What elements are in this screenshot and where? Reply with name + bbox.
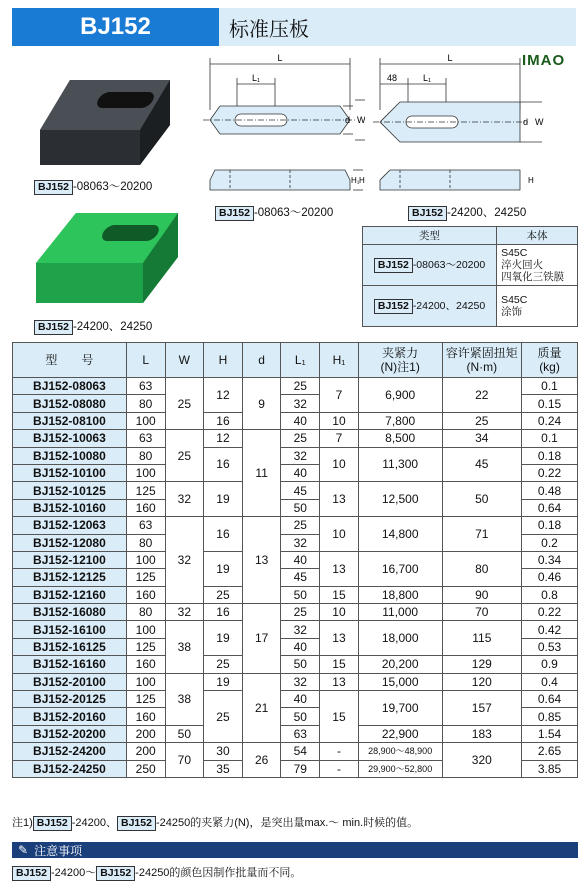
dim-H-label: H xyxy=(359,176,365,185)
drawing-large xyxy=(370,50,545,210)
value-cell: 50 xyxy=(281,656,320,673)
table-row xyxy=(13,656,578,673)
footnote: 注1) BJ152 -24200、 BJ152 -24250的夹紧力(N)，是突出量max.～ min.时候的值。 xyxy=(12,817,419,829)
value-cell: 0.64 xyxy=(522,691,578,708)
value-cell: 0.1 xyxy=(522,378,578,395)
value-cell: 125 xyxy=(126,482,165,499)
model-cell: BJ152-16100 xyxy=(13,621,127,638)
value-cell: 200 xyxy=(126,725,165,742)
model-cell: BJ152-20100 xyxy=(13,673,127,690)
table-row xyxy=(13,430,578,447)
value-cell: 80 xyxy=(126,447,165,464)
value-cell: 10 xyxy=(320,447,359,482)
caution-text: BJ152 -24200～ BJ152 -24250的颜色因制作批量而不同。 xyxy=(12,864,301,881)
value-cell: 160 xyxy=(126,708,165,725)
model-cell: BJ152-12080 xyxy=(13,534,127,551)
value-cell: 11 xyxy=(242,430,281,517)
value-cell: 15 xyxy=(320,586,359,603)
model-cell: BJ152-24250 xyxy=(13,760,127,777)
value-cell: 125 xyxy=(126,638,165,655)
value-cell: 0.15 xyxy=(522,395,578,412)
value-cell: 25 xyxy=(204,586,243,603)
value-cell: 15,000 xyxy=(358,673,442,690)
value-cell: 28,900～48,900 xyxy=(358,743,442,760)
value-cell: 70 xyxy=(442,604,521,621)
value-cell: 157 xyxy=(442,691,521,726)
table-row xyxy=(13,725,578,742)
value-cell: 40 xyxy=(281,638,320,655)
value-cell: 63 xyxy=(126,517,165,534)
value-cell: 129 xyxy=(442,656,521,673)
dim-L1-label-right: L₁ xyxy=(422,73,432,83)
value-cell: 0.22 xyxy=(522,464,578,481)
value-cell: 6,900 xyxy=(358,378,442,413)
value-cell: 200 xyxy=(126,743,165,760)
value-cell: 40 xyxy=(281,464,320,481)
black-clamp-photo xyxy=(30,70,180,170)
value-cell: 25 xyxy=(204,691,243,743)
table-header-1: L xyxy=(126,343,165,378)
table-row xyxy=(13,604,578,621)
table-row xyxy=(13,517,578,534)
value-cell: 100 xyxy=(126,412,165,429)
value-cell: 19 xyxy=(204,673,243,690)
value-cell: 10 xyxy=(320,517,359,552)
value-cell: 19 xyxy=(204,551,243,586)
value-cell: 16 xyxy=(204,412,243,429)
value-cell: 14,800 xyxy=(358,517,442,552)
value-cell: 18,000 xyxy=(358,621,442,656)
value-cell: 50 xyxy=(442,482,521,517)
value-cell: 0.53 xyxy=(522,638,578,655)
value-cell: 16 xyxy=(204,447,243,482)
table-row xyxy=(13,482,578,499)
model-cell: BJ152-12100 xyxy=(13,551,127,568)
brand-logo: IMAO xyxy=(522,52,566,69)
value-cell: 11,000 xyxy=(358,604,442,621)
table-header-0: 型 号 xyxy=(13,343,127,378)
value-cell: 50 xyxy=(281,708,320,725)
table-header-2: W xyxy=(165,343,204,378)
value-cell: 100 xyxy=(126,551,165,568)
value-cell: 1.54 xyxy=(522,725,578,742)
table-row xyxy=(13,378,578,395)
value-cell: 115 xyxy=(442,621,521,656)
model-cell: BJ152-16125 xyxy=(13,638,127,655)
value-cell: 25 xyxy=(281,517,320,534)
table-row xyxy=(13,691,578,708)
page-title: 标准压板 xyxy=(219,8,576,46)
value-cell: 100 xyxy=(126,673,165,690)
product-code-banner: BJ152 xyxy=(12,8,219,46)
value-cell: 80 xyxy=(126,395,165,412)
value-cell: 63 xyxy=(281,725,320,742)
value-cell: 32 xyxy=(281,447,320,464)
value-cell: 100 xyxy=(126,464,165,481)
material-row-body: S45C 淬火回火 四氧化三铁膜 xyxy=(497,245,578,286)
value-cell: 0.4 xyxy=(522,673,578,690)
model-cell: BJ152-12125 xyxy=(13,569,127,586)
value-cell: 38 xyxy=(165,621,204,673)
value-cell: 0.18 xyxy=(522,517,578,534)
value-cell: 32 xyxy=(165,517,204,604)
table-header-9: 质量 (kg) xyxy=(522,343,578,378)
value-cell: 19 xyxy=(204,482,243,517)
drawing-standard-caption: BJ152 -08063～20200 xyxy=(215,204,333,221)
dim-d-label: d xyxy=(345,115,351,125)
value-cell: 50 xyxy=(165,725,204,742)
value-cell: 7,800 xyxy=(358,412,442,429)
value-cell: 120 xyxy=(442,673,521,690)
value-cell: 160 xyxy=(126,656,165,673)
value-cell: 32 xyxy=(281,673,320,690)
table-header-7: 夹紧力 (N)注1) xyxy=(358,343,442,378)
dim-W-label: W xyxy=(357,115,365,125)
value-cell: 79 xyxy=(281,760,320,777)
value-cell: 320 xyxy=(442,743,521,778)
value-cell: 80 xyxy=(126,604,165,621)
dim-d-label-right: d xyxy=(523,117,529,127)
table-header-6: H₁ xyxy=(320,343,359,378)
table-header-3: H xyxy=(204,343,243,378)
value-cell: 63 xyxy=(126,430,165,447)
value-cell: 250 xyxy=(126,760,165,777)
value-cell: 16 xyxy=(204,517,243,552)
value-cell: 70 xyxy=(165,743,204,778)
model-cell: BJ152-10125 xyxy=(13,482,127,499)
model-cell: BJ152-20160 xyxy=(13,708,127,725)
table-row xyxy=(13,586,578,603)
spec-table xyxy=(12,342,578,778)
value-cell: 22,900 xyxy=(358,725,442,742)
dim-H1-label: H₁ xyxy=(351,176,360,185)
value-cell: 15 xyxy=(320,656,359,673)
black-clamp-caption: BJ152 -08063～20200 xyxy=(34,178,152,195)
value-cell: 125 xyxy=(126,691,165,708)
value-cell: 19 xyxy=(204,621,243,656)
value-cell: 13 xyxy=(320,673,359,690)
value-cell: 50 xyxy=(281,499,320,516)
value-cell: 15 xyxy=(320,691,359,743)
value-cell: 0.42 xyxy=(522,621,578,638)
drawing-large-caption: BJ152 -24200、24250 xyxy=(408,204,526,221)
value-cell: 80 xyxy=(442,551,521,586)
value-cell: 17 xyxy=(242,604,281,674)
value-cell: 80 xyxy=(126,534,165,551)
material-header-type: 类型 xyxy=(363,227,497,245)
model-cell: BJ152-10100 xyxy=(13,464,127,481)
model-cell: BJ152-16080 xyxy=(13,604,127,621)
value-cell: 34 xyxy=(442,430,521,447)
value-cell: 183 xyxy=(442,725,521,742)
value-cell: 40 xyxy=(281,691,320,708)
value-cell: 0.9 xyxy=(522,656,578,673)
value-cell: 13 xyxy=(320,621,359,656)
value-cell: 32 xyxy=(281,621,320,638)
model-cell: BJ152-20200 xyxy=(13,725,127,742)
value-cell: 50 xyxy=(281,586,320,603)
value-cell: 45 xyxy=(442,447,521,482)
value-cell: 12 xyxy=(204,430,243,447)
table-row xyxy=(13,412,578,429)
value-cell: 25 xyxy=(165,430,204,482)
drawing-standard xyxy=(195,50,365,210)
value-cell: 21 xyxy=(242,673,281,743)
model-cell: BJ152-20125 xyxy=(13,691,127,708)
model-cell: BJ152-16160 xyxy=(13,656,127,673)
value-cell: 90 xyxy=(442,586,521,603)
value-cell: 22 xyxy=(442,378,521,413)
value-cell: - xyxy=(320,743,359,760)
value-cell: 0.48 xyxy=(522,482,578,499)
table-header-5: L₁ xyxy=(281,343,320,378)
value-cell: 35 xyxy=(204,760,243,777)
table-row xyxy=(13,743,578,760)
value-cell: 40 xyxy=(281,412,320,429)
value-cell: 71 xyxy=(442,517,521,552)
value-cell: 0.22 xyxy=(522,604,578,621)
value-cell: 8,500 xyxy=(358,430,442,447)
value-cell: 9 xyxy=(242,378,281,430)
value-cell: 25 xyxy=(281,378,320,395)
value-cell: 0.64 xyxy=(522,499,578,516)
table-row xyxy=(13,447,578,464)
material-table xyxy=(362,226,578,327)
value-cell: 100 xyxy=(126,621,165,638)
material-row-type: BJ152 -08063～20200 xyxy=(363,245,497,286)
value-cell: 45 xyxy=(281,482,320,499)
value-cell: 160 xyxy=(126,586,165,603)
value-cell: 3.85 xyxy=(522,760,578,777)
value-cell: 160 xyxy=(126,499,165,516)
value-cell: 32 xyxy=(165,604,204,621)
value-cell: 26 xyxy=(242,743,281,778)
table-header-8: 容许紧固扭矩 (N·m) xyxy=(442,343,521,378)
dim-W-label-right: W xyxy=(535,117,544,127)
value-cell: 2.65 xyxy=(522,743,578,760)
value-cell: 10 xyxy=(320,604,359,621)
value-cell: 40 xyxy=(281,551,320,568)
value-cell: 25 xyxy=(281,604,320,621)
dim-L1-label: L₁ xyxy=(251,73,261,83)
caution-header: ✎ 注意事项 xyxy=(12,842,578,858)
model-cell: BJ152-08080 xyxy=(13,395,127,412)
value-cell: 32 xyxy=(281,395,320,412)
model-cell: BJ152-10160 xyxy=(13,499,127,516)
model-cell: BJ152-24200 xyxy=(13,743,127,760)
material-header-body: 本体 xyxy=(497,227,578,245)
value-cell: 0.85 xyxy=(522,708,578,725)
value-cell: - xyxy=(320,760,359,777)
value-cell: 12 xyxy=(204,378,243,413)
value-cell: 12,500 xyxy=(358,482,442,517)
value-cell: 125 xyxy=(126,569,165,586)
value-cell: 25 xyxy=(442,412,521,429)
value-cell: 13 xyxy=(320,551,359,586)
value-cell: 0.46 xyxy=(522,569,578,586)
value-cell: 0.24 xyxy=(522,412,578,429)
model-cell: BJ152-08063 xyxy=(13,378,127,395)
green-clamp-photo xyxy=(28,205,188,310)
value-cell: 10 xyxy=(320,412,359,429)
value-cell: 63 xyxy=(126,378,165,395)
dim-H-label-right: H xyxy=(528,176,534,185)
model-cell: BJ152-12160 xyxy=(13,586,127,603)
value-cell: 32 xyxy=(281,534,320,551)
value-cell: 0.8 xyxy=(522,586,578,603)
table-header-4: d xyxy=(242,343,281,378)
value-cell: 13 xyxy=(242,517,281,604)
value-cell: 19,700 xyxy=(358,691,442,726)
dim-L-label: L xyxy=(277,53,283,63)
value-cell: 38 xyxy=(165,673,204,725)
value-cell: 18,800 xyxy=(358,586,442,603)
model-cell: BJ152-08100 xyxy=(13,412,127,429)
value-cell: 16,700 xyxy=(358,551,442,586)
value-cell: 7 xyxy=(320,378,359,413)
table-row xyxy=(13,551,578,568)
value-cell: 30 xyxy=(204,743,243,760)
dim-48-label: 48 xyxy=(386,73,398,83)
value-cell: 0.34 xyxy=(522,551,578,568)
material-row-type: BJ152 -24200、24250 xyxy=(363,286,497,327)
model-cell: BJ152-10080 xyxy=(13,447,127,464)
value-cell: 11,300 xyxy=(358,447,442,482)
value-cell: 54 xyxy=(281,743,320,760)
value-cell: 0.1 xyxy=(522,430,578,447)
green-clamp-caption: BJ152 -24200、24250 xyxy=(34,318,152,335)
value-cell: 25 xyxy=(165,378,204,430)
value-cell: 25 xyxy=(204,656,243,673)
model-cell: BJ152-12063 xyxy=(13,517,127,534)
value-cell: 29,900～52,800 xyxy=(358,760,442,777)
value-cell: 0.2 xyxy=(522,534,578,551)
value-cell: 32 xyxy=(165,482,204,517)
table-row xyxy=(13,621,578,638)
value-cell: 20,200 xyxy=(358,656,442,673)
value-cell: 25 xyxy=(281,430,320,447)
value-cell: 13 xyxy=(320,482,359,517)
value-cell: 16 xyxy=(204,604,243,621)
value-cell: 45 xyxy=(281,569,320,586)
value-cell: 7 xyxy=(320,430,359,447)
table-row xyxy=(13,673,578,690)
material-row-body: S45C 涂饰 xyxy=(497,286,578,327)
value-cell: 0.18 xyxy=(522,447,578,464)
pencil-icon: ✎ xyxy=(18,843,29,857)
model-cell: BJ152-10063 xyxy=(13,430,127,447)
dim-L-label-right: L xyxy=(447,53,453,63)
